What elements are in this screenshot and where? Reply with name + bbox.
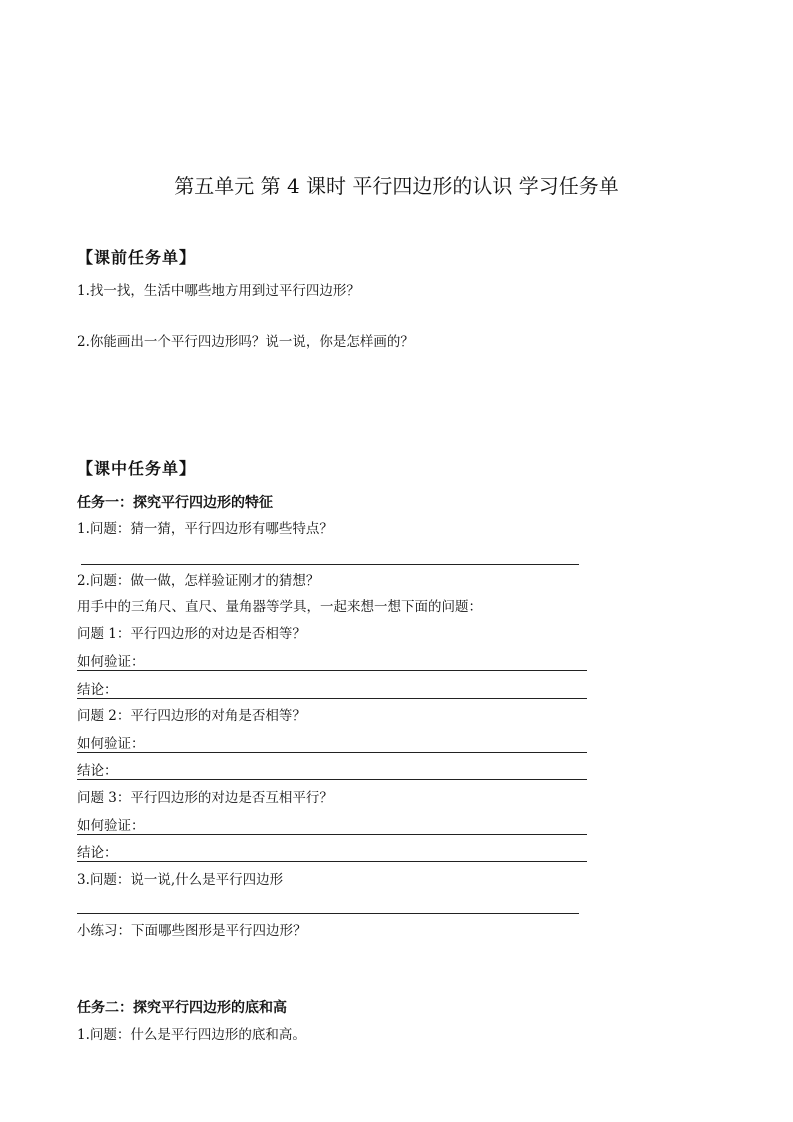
problem-2-verify-label: 如何验证： xyxy=(77,736,145,752)
problem-3: 问题 3：平行四边形的对边是否互相平行？ xyxy=(77,790,333,806)
problem-2-verify-line[interactable] xyxy=(77,752,587,753)
problem-3-conclusion-line[interactable] xyxy=(77,861,587,862)
task-2-question-1: 1.问题：什么是平行四边形的底和高。 xyxy=(77,1027,306,1043)
problem-1-conclusion-label: 结论： xyxy=(77,682,118,698)
problem-2-conclusion-label: 结论： xyxy=(77,763,118,779)
problem-3-conclusion-label: 结论： xyxy=(77,845,118,861)
problem-2-conclusion-line[interactable] xyxy=(77,779,587,780)
answer-line-definition[interactable] xyxy=(77,913,579,914)
task-1-intro: 用手中的三角尺、直尺、量角器等学具，一起来想一想下面的问题： xyxy=(77,599,482,615)
task-1-question-2: 2.问题：做一做，怎样验证刚才的猜想？ xyxy=(77,573,320,589)
pre-question-2: 2.你能画出一个平行四边形吗？说一说，你是怎样画的？ xyxy=(77,334,414,350)
in-class-heading: 【课中任务单】 xyxy=(77,459,197,478)
answer-line-1[interactable] xyxy=(81,564,579,565)
task-1-title: 任务一：探究平行四边形的特征 xyxy=(77,495,273,511)
task-1-question-3: 3.问题：说一说,什么是平行四边形 xyxy=(77,872,284,888)
pre-question-1: 1.找一找，生活中哪些地方用到过平行四边形？ xyxy=(77,283,360,299)
problem-3-verify-label: 如何验证： xyxy=(77,818,145,834)
page-title: 第五单元 第 4 课时 平行四边形的认识 学习任务单 xyxy=(174,174,619,198)
problem-2: 问题 2：平行四边形的对角是否相等？ xyxy=(77,708,306,724)
problem-1-verify-line[interactable] xyxy=(77,670,587,671)
problem-1: 问题 1：平行四边形的对边是否相等？ xyxy=(77,626,306,642)
pre-class-heading: 【课前任务单】 xyxy=(77,248,197,267)
problem-1-verify-label: 如何验证： xyxy=(77,654,145,670)
problem-3-verify-line[interactable] xyxy=(77,834,587,835)
exercise-prompt: 小练习：下面哪些图形是平行四边形？ xyxy=(77,923,307,939)
task-2-title: 任务二：探究平行四边形的底和高 xyxy=(77,1000,287,1016)
task-1-question-1: 1.问题：猜一猜，平行四边形有哪些特点？ xyxy=(77,521,333,537)
problem-1-conclusion-line[interactable] xyxy=(77,698,587,699)
